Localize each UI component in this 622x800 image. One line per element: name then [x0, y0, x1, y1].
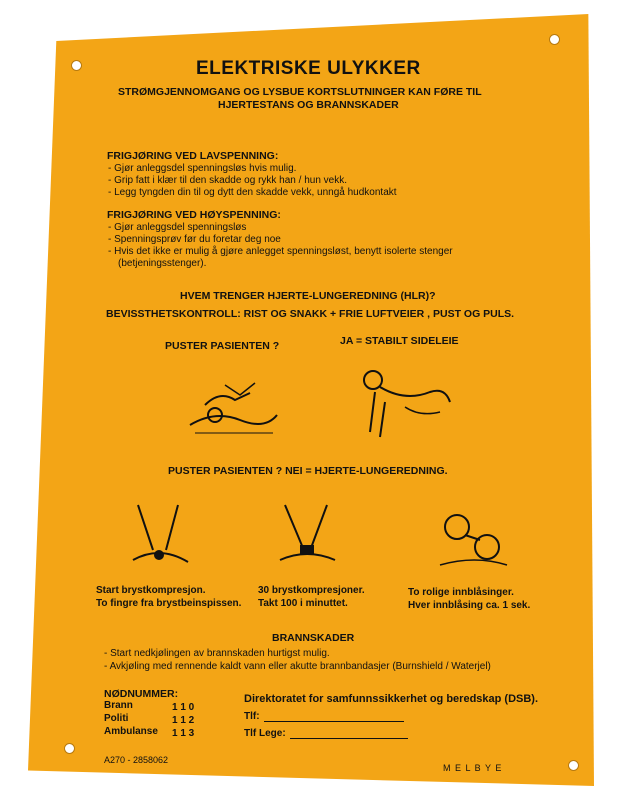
emergency-number-brann: 1 1 0	[172, 702, 195, 713]
product-code: A270 - 2858062	[104, 755, 169, 765]
step-3-line1: To rolige innblåsinger.	[408, 587, 514, 598]
burns-item: - Avkjøling med rennende kaldt vann eller akutte brannbandasjer (Burnshield / Waterjel)	[104, 661, 491, 673]
high-voltage-item: - Hvis det ikke er mulig å gjøre anlegget spenningsløst, benytt isolerte stenger	[108, 246, 453, 258]
hlr-question: HVEM TRENGER HJERTE-LUNGEREDNING (HLR)?	[180, 290, 436, 302]
step-3-line2: Hver innblåsing ca. 1 sek.	[408, 600, 531, 611]
mounting-hole	[64, 743, 75, 754]
yes-answer: JA = STABILT SIDELEIE	[340, 335, 459, 347]
high-voltage-heading: FRIGJØRING VED HØYSPENNING:	[107, 209, 281, 221]
low-voltage-item: - Grip fatt i klær til den skadde og rykk han / hun vekk.	[108, 175, 347, 187]
burns-heading: BRANNSKADER	[272, 632, 355, 644]
emergency-number-ambulanse: 1 1 3	[172, 728, 195, 739]
low-voltage-heading: FRIGJØRING VED LAVSPENNING:	[107, 150, 279, 162]
tlf-lege-field	[244, 728, 408, 739]
emergency-heading: NØDNUMMER:	[104, 688, 179, 700]
step-1-line2: To fingre fra brystbeinspissen.	[96, 598, 242, 609]
dsb-text: Direktoratet for samfunnssikkerhet og beredskap (DSB).	[244, 693, 539, 705]
low-voltage-item: - Legg tyngden din til og dytt den skadde vekk, unngå hudkontakt	[108, 187, 397, 199]
tlf-lege-line	[290, 728, 408, 739]
consciousness-check: BEVISSTHETSKONTROLL: RIST OG SNAKK + FRIE LUFTVEIER , PUST OG PULS.	[106, 308, 515, 320]
tlf-lege-label: Tlf Lege:	[244, 728, 286, 739]
emergency-label-politi: Politi	[104, 713, 129, 724]
emergency-number-politi: 1 1 2	[172, 715, 195, 726]
tlf-line	[264, 711, 404, 722]
tlf-field	[244, 711, 404, 722]
chest-compression-30-illustration	[275, 500, 340, 575]
mounting-hole	[568, 760, 579, 771]
emergency-label-ambulanse: Ambulanse	[104, 726, 158, 737]
high-voltage-item: - Spenningsprøv før du foretar deg noe	[108, 234, 281, 246]
rescue-breath-illustration	[435, 505, 510, 575]
burns-item: - Start nedkjølingen av brannskaden hurtigst mulig.	[104, 648, 330, 660]
high-voltage-continuation: (betjeningsstenger).	[118, 258, 207, 269]
mounting-hole	[71, 60, 82, 71]
low-voltage-item: - Gjør anleggsdel spenningsløs hvis mulig.	[108, 163, 296, 175]
brand-logo: M E L B Y E	[443, 763, 503, 773]
step-2-line2: Takt 100 i minuttet.	[258, 598, 348, 609]
breathing-question: PUSTER PASIENTEN ?	[165, 340, 280, 352]
check-breathing-illustration	[185, 365, 280, 440]
emergency-label-brann: Brann	[104, 700, 133, 711]
chest-compression-start-illustration	[128, 500, 193, 575]
step-1-line1: Start brystkompresjon.	[96, 585, 206, 596]
sign-subtitle-line1: STRØMGJENNOMGANG OG LYSBUE KORTSLUTNINGER KAN FØRE TIL	[118, 86, 482, 98]
mounting-hole	[549, 34, 560, 45]
high-voltage-item: - Gjør anleggsdel spenningsløs	[108, 222, 246, 234]
recovery-position-illustration	[355, 362, 455, 442]
tlf-label: Tlf:	[244, 711, 260, 722]
sign-title: ELEKTRISKE ULYKKER	[196, 58, 421, 79]
no-answer: PUSTER PASIENTEN ? NEI = HJERTE-LUNGEREDNING.	[168, 465, 448, 477]
sign-subtitle-line2: HJERTESTANS OG BRANNSKADER	[218, 99, 399, 111]
step-2-line1: 30 brystkompresjoner.	[258, 585, 365, 596]
